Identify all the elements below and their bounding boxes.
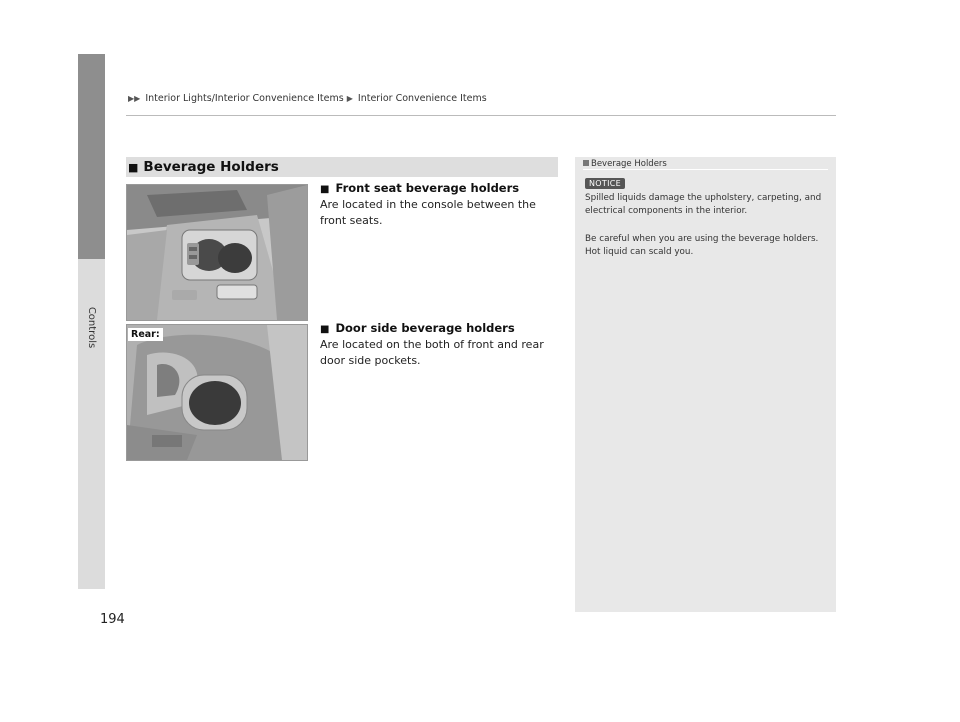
heading-marker-icon: ■ bbox=[320, 324, 330, 335]
notice-badge: NOTICE bbox=[585, 178, 625, 189]
note-paragraph-1: Spilled liquids damage the upholstery, carpeting, and electrical components in the interior. bbox=[585, 193, 822, 216]
header-divider bbox=[126, 115, 836, 116]
breadcrumb-item-2[interactable]: Interior Convenience Items bbox=[357, 93, 487, 104]
front-seat-text: Are located in the console between the front seats. bbox=[320, 198, 536, 227]
page-number: 194 bbox=[100, 612, 125, 627]
breadcrumb-arrow-icon: ▶▶ bbox=[128, 94, 141, 103]
section-marker-icon: ■ bbox=[128, 160, 139, 174]
note-title: Beverage Holders bbox=[583, 159, 667, 169]
door-pocket-drawing bbox=[127, 325, 307, 460]
door-side-heading: ■ Door side beverage holders bbox=[320, 321, 515, 335]
note-paragraph-2: Be careful when you are using the beverage holders. Hot liquid can scald you. bbox=[585, 234, 819, 257]
note-divider bbox=[583, 169, 828, 170]
side-note-panel bbox=[575, 157, 836, 612]
heading-marker-icon: ■ bbox=[320, 184, 330, 195]
side-tab-label: Controls bbox=[86, 306, 98, 348]
console-drawing bbox=[127, 185, 307, 320]
section-title-bar bbox=[126, 157, 558, 177]
breadcrumb-item-1[interactable]: Interior Lights/Interior Convenience Items bbox=[145, 93, 344, 104]
door-side-text: Are located on the both of front and rear door side pockets. bbox=[320, 338, 544, 367]
door-beverage-holder-illustration bbox=[126, 324, 308, 461]
section-title: Beverage Holders bbox=[143, 159, 279, 175]
breadcrumb bbox=[128, 93, 487, 104]
section-side-tab bbox=[78, 54, 105, 259]
breadcrumb-arrow-icon: ▶ bbox=[346, 94, 353, 103]
rear-label: Rear: bbox=[128, 328, 163, 341]
front-seat-heading: ■ Front seat beverage holders bbox=[320, 181, 520, 195]
front-beverage-holder-illustration bbox=[126, 184, 308, 321]
reference-icon bbox=[583, 160, 589, 166]
